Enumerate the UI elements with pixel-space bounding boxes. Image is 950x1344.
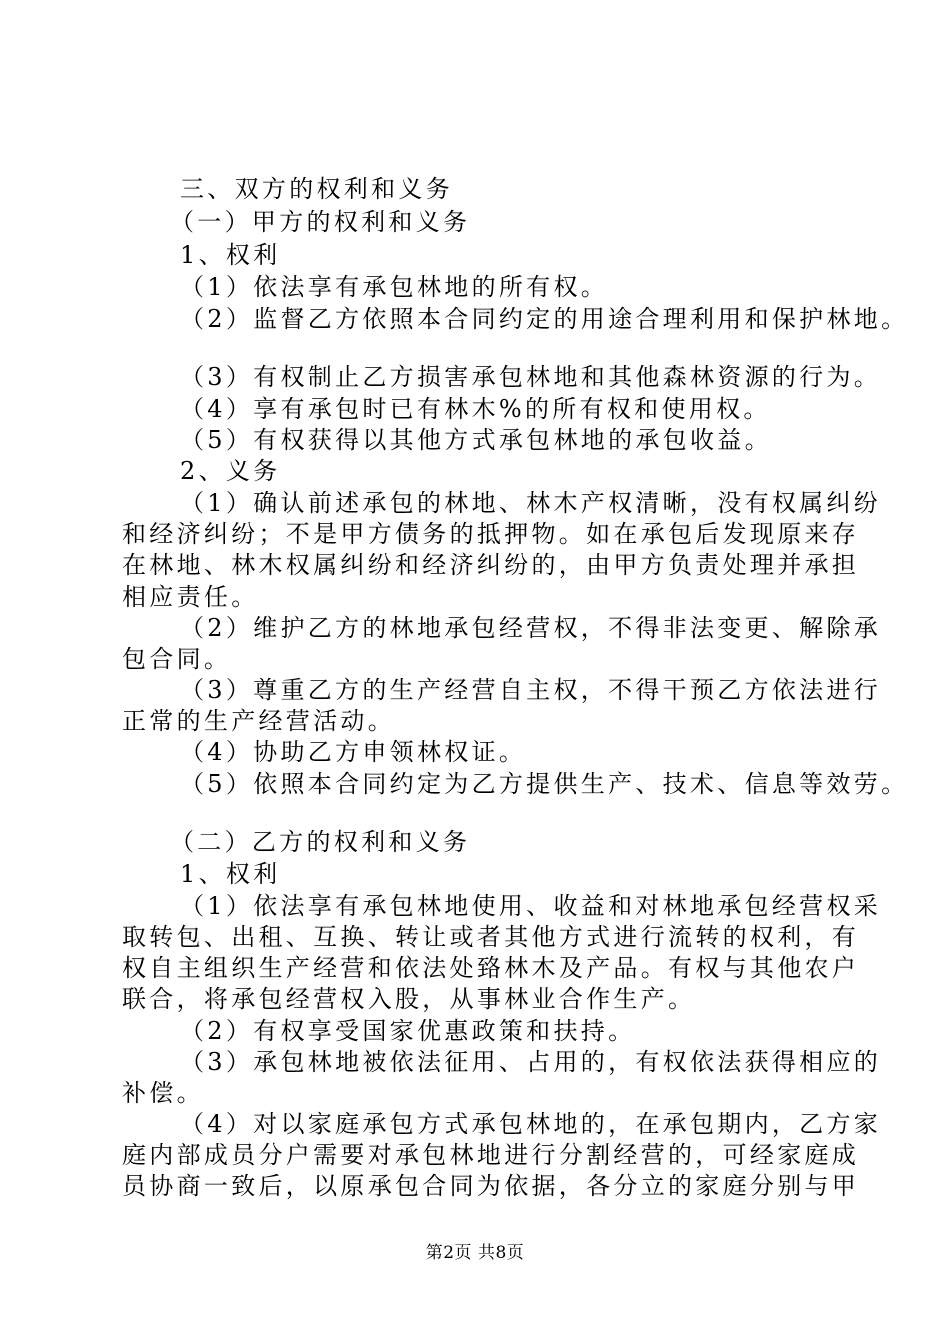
paragraph-line: （3）有权制止乙方损害承包林地和其他森林资源的行为。 bbox=[180, 363, 882, 391]
subsection-heading: （二）乙方的权利和义务 bbox=[170, 828, 471, 856]
paragraph-line: 补偿。 bbox=[122, 1079, 204, 1107]
paragraph-line: 取转包、出租、互换、转让或者其他方式进行流转的权利，有 bbox=[122, 923, 860, 951]
paragraph-line: （2）监督乙方依照本合同约定的用途合理利用和保护林地。 bbox=[180, 305, 909, 333]
item-heading: 1、权利 bbox=[180, 241, 281, 269]
paragraph-line: （2）维护乙方的林地承包经营权，不得非法变更、解除承 bbox=[180, 614, 882, 642]
paragraph-line: （2）有权享受国家优惠政策和扶持。 bbox=[180, 1017, 636, 1045]
section-heading: 三、双方的权利和义务 bbox=[180, 175, 453, 203]
paragraph-line: （1）依法享有承包林地的所有权。 bbox=[180, 273, 609, 301]
paragraph-line: （3）尊重乙方的生产经营自主权，不得干预乙方依法进行 bbox=[180, 676, 882, 704]
paragraph-line: 正常的生产经营活动。 bbox=[122, 707, 395, 735]
paragraph-line: 和经济纠纷；不是甲方债务的抵押物。如在承包后发现原来存 bbox=[122, 520, 860, 548]
paragraph-line: 联合，将承包经营权入股，从事林业合作生产。 bbox=[122, 985, 696, 1013]
paragraph-line: （1）依法享有承包林地使用、收益和对林地承包经营权采 bbox=[180, 892, 882, 920]
paragraph-line: （5）有权获得以其他方式承包林地的承包收益。 bbox=[180, 426, 772, 454]
paragraph-line: （5）依照本合同约定为乙方提供生产、技术、信息等效劳。 bbox=[180, 770, 909, 798]
page-number-footer: 第2页 共8页 bbox=[425, 1243, 525, 1263]
paragraph-line: 包合同。 bbox=[122, 645, 232, 673]
paragraph-line: 在林地、林木权属纠纷和经济纠纷的，由甲方负责处理并承担 bbox=[122, 551, 860, 579]
paragraph-line: 相应责任。 bbox=[122, 583, 259, 611]
item-heading: 2、义务 bbox=[180, 457, 281, 485]
paragraph-line: 员协商一致后，以原承包合同为依据，各分立的家庭分别与甲 bbox=[122, 1172, 860, 1200]
item-heading: 1、权利 bbox=[180, 860, 281, 888]
paragraph-line: （1）确认前述承包的林地、林木产权清晰，没有权属纠纷 bbox=[180, 489, 882, 517]
paragraph-line: （4）协助乙方申领林权证。 bbox=[180, 738, 527, 766]
paragraph-line: 权自主组织生产经营和依法处臵林木及产品。有权与其他农户 bbox=[122, 954, 860, 982]
paragraph-line: （3）承包林地被依法征用、占用的，有权依法获得相应的 bbox=[180, 1048, 882, 1076]
paragraph-line: 庭内部成员分户需要对承包林地进行分割经营的，可经家庭成 bbox=[122, 1141, 860, 1169]
paragraph-line: （4）对以家庭承包方式承包林地的，在承包期内，乙方家 bbox=[180, 1110, 882, 1138]
subsection-heading: （一）甲方的权利和义务 bbox=[170, 208, 471, 236]
paragraph-line: （4）享有承包时已有林木%的所有权和使用权。 bbox=[180, 395, 771, 423]
